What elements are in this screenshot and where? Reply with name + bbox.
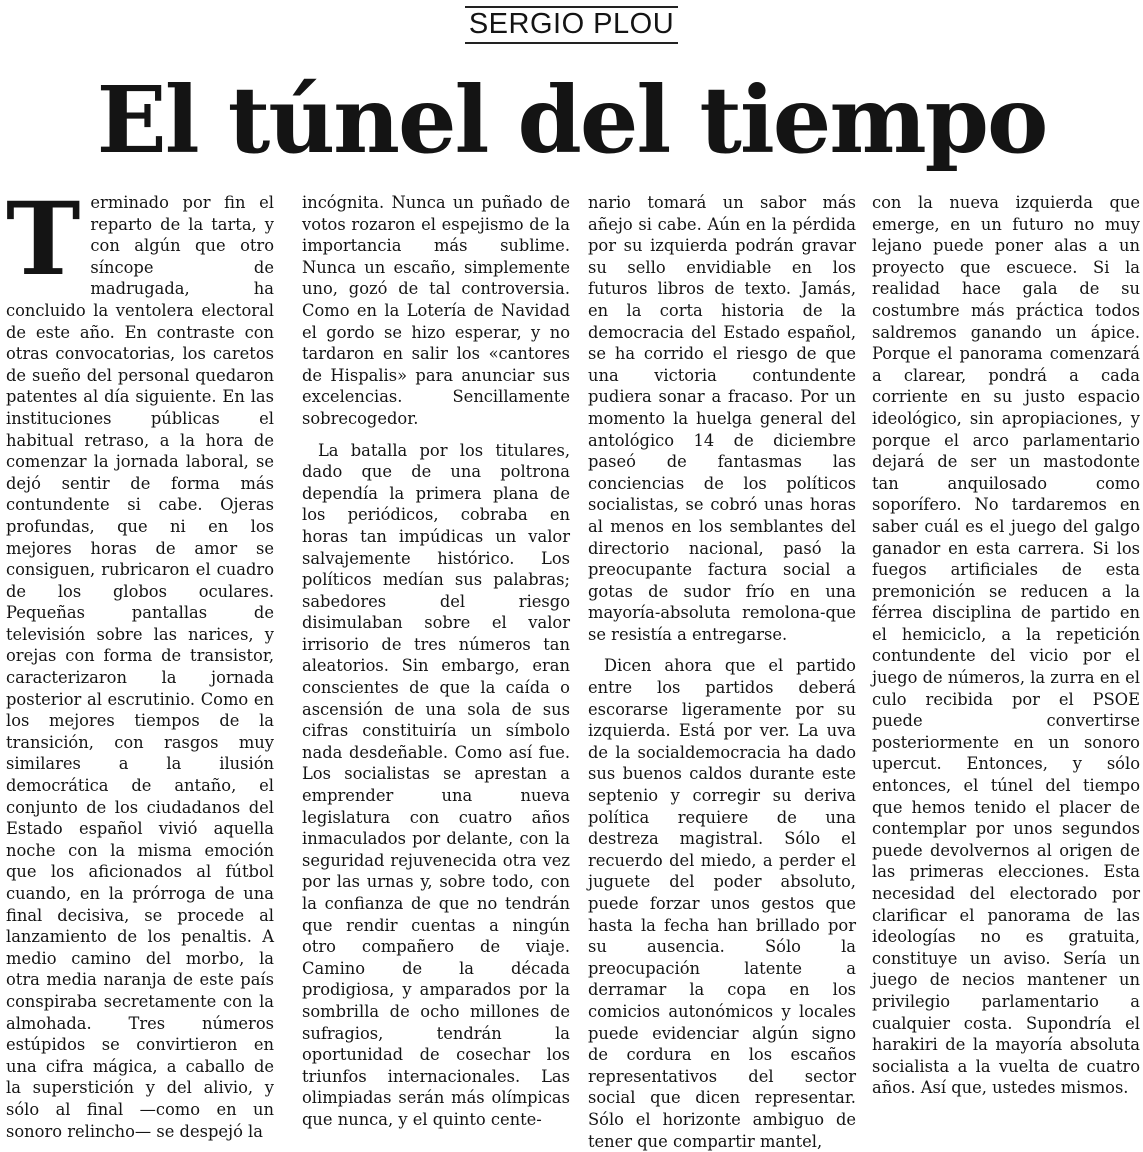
paragraph: erminado por fin el reparto de la tarta, y con algún que otro síncope de madrugada, ha concluido la ventolera electoral de este año. En contraste con otras convocatorias, los caretos de sueño del personal quedaron patentes al día siguiente. En las instituciones públicas el habitual retraso, a la hora de comenzar la jornada laboral, se dejó sentir de forma más contundente si cabe. Ojeras profundas, que ni en los mejores horas de amor se consiguen, rubricaron el cuadro de los globos oculares. Pequeñas pantallas de televisión sobre las narices, y orejas con forma de transistor, caracterizaron la jornada posterior al escrutinio. Como en los mejores tiempos de la transición, con rasgos muy similares a la ilusión democrática de antaño, el conjunto de los ciudadanos del Estado español vivió aquella noche con la misma emoción que los aficionados al fútbol cuando, en la prórroga de una final decisiva, se procede al lanzamiento de los penaltis. A medio camino del morbo, la otra media naranja de este país conspiraba secretamente con la almohada. Tres números estúpidos se convirtieron en una cifra mágica, a caballo de la superstición y del alivio, y sólo al final —como en un sonoro relincho— se despejó la	[6, 193, 274, 1141]
paragraph: con la nueva izquierda que emerge, en un futuro no muy lejano puede poner alas a un proyecto que escuece. Si la realidad hace gala de su costumbre más práctica todos saldremos ganando un ápice. Porque el panorama comenzará a clarear, pondrá a cada corriente en su justo espacio ideológico, sin apropiaciones, y porque el arco parlamentario dejará de ser un mastodonte tan anquilosado como soporífero. No tardaremos en saber cuál es el juego del galgo ganador en esta carrera. Si los fuegos artificiales de esta premonición se reducen a la férrea disciplina de partido en el hemiciclo, a la repetición contundente del vicio por el juego de números, la zurra en el culo recibida por el PSOE puede convertirse posteriormente en un sonoro upercut. Entonces, y sólo entonces, el túnel del tiempo que hemos tenido el placer de contemplar por unos segundos puede devolvernos al origen de las primeras elecciones. Esta necesidad del electorado por clarificar el panorama de las ideologías no es gratuita, constituye un aviso. Sería un juego de necios mantener un privilegio parlamentario a cualquier costa. Supondría el harakiri de la mayoría absoluta socialista a la vuelta de cuatro años. Así que, ustedes mismos.	[872, 193, 1140, 1098]
article-headline: El túnel del tiempo	[96, 66, 1047, 174]
paragraph: La batalla por los titulares, dado que de una poltrona dependía la primera plana de los periódicos, cobraba en horas tan impúdicas un valor salvajemente histórico. Los políticos medían sus palabras; sabedores del riesgo disimulaban sobre el valor irrisorio de tres números tan aleatorios. Sin embargo, eran conscientes de que la caída o ascensión de una sola de sus cifras constituiría un símbolo nada desdeñable. Como así fue. Los socialistas se aprestan a emprender una nueva legislatura con cuatro años inmaculados por delante, con la seguridad rejuvenecida otra vez por las urnas y, sobre todo, con la confianza de que no tendrán que rendir cuentas a ningún otro compañero de viaje. Camino de la década prodigiosa, y amparados por la sombrilla de ocho millones de sufragios, tendrán la oportunidad de cosechar los triunfos internacionales. Las olimpiadas serán más olímpicas que nunca, y el quinto cente-	[302, 440, 570, 1129]
author-byline: SERGIO PLOU	[465, 6, 678, 44]
text-column-1	[6, 180, 274, 1141]
article-body	[0, 180, 1143, 1151]
text-column-4	[872, 192, 1140, 1098]
drop-cap: T	[6, 180, 81, 298]
paragraph: Dicen ahora que el partido entre los partidos deberá escorarse ligeramente por su izquierda. Está por ver. La uva de la socialdemocracia ha dado sus buenos caldos durante este septenio y corregir su deriva política requiere de una destreza magistral. Sólo el recuerdo del miedo, a perder el juguete del poder absoluto, puede forzar unos gestos que hasta la fecha han brillado por su ausencia. Sólo la preocupación latente a derramar la copa en los comicios autonómicos y locales puede evidenciar algún signo de cordura en los escaños representativos del sector social que dicen representar. Sólo el horizonte ambiguo de tener que compartir mantel,	[588, 656, 856, 1151]
text-column-3	[588, 192, 856, 1151]
paragraph: nario tomará un sabor más añejo si cabe. Aún en la pérdida por su izquierda podrán gravar su sello envidiable en los futuros libros de texto. Jamás, en la corta historia de la democracia del Estado español, se ha corrido el riesgo de que una victoria contundente pudiera sonar a fracaso. Por un momento la huelga general del antológico 14 de diciembre paseó de fantasmas las conciencias de los políticos socialistas, se cobró unas horas al menos en los semblantes del directorio nacional, pasó la preocupante factura social a gotas de sudor frío en una mayoría-absoluta remolona-que se resistía a entregarse.	[588, 193, 856, 644]
paragraph: incógnita. Nunca un puñado de votos rozaron el espejismo de la importancia más sublime. Nunca un escaño, simplemente uno, gozó de tal controversia. Como en la Lotería de Navidad el gordo se hizo esperar, y no tardaron en salir los «cantores de Hispalis» para anunciar sus excelencias. Sencillamente sobrecogedor.	[302, 193, 570, 428]
text-column-2	[302, 192, 570, 1129]
byline-container	[0, 0, 1143, 44]
